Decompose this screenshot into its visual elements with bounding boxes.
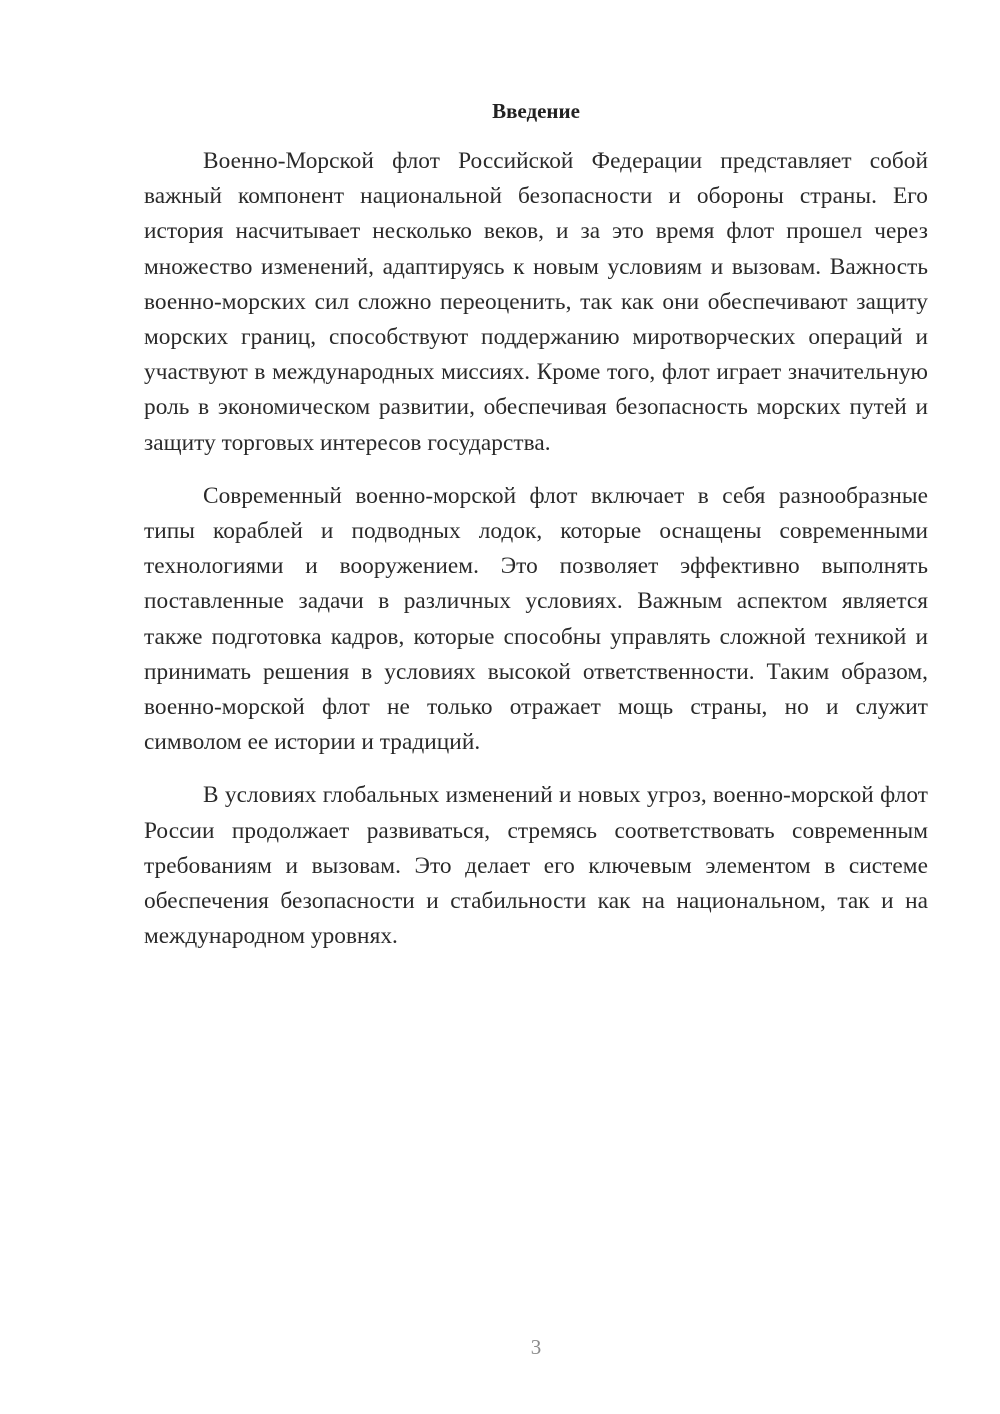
paragraph-3: В условиях глобальных изменений и новых угроз, военно-морской флот России продолжает развиваться, стремясь соответствовать современным требованиям и вызовам. Это делает его ключевым элементом в системе обеспечения безопасности и стабильности как на национальном, так и на международном уровнях. <box>144 782 928 950</box>
paragraph-1: Военно-Морской флот Российской Федерации представляет собой важный компонент национальной безопасности и обороны страны. Его история насчитывает несколько веков, и за это время флот прошел через множество изменений, адаптируясь к новым условиям и вызовам. Важность военно-морских сил сложно переоценить, так как они обеспечивают защиту морских границ, способствуют поддержанию миротворческих операций и участвуют в международных миссиях. Кроме того, флот играет значительную роль в экономическом развитии, обеспечивая безопасность морских путей и защиту торговых интересов государства. <box>144 148 928 456</box>
body-text <box>144 144 928 972</box>
page-number: 3 <box>530 1335 542 1359</box>
paragraph-2: Современный военно-морской флот включает в себя разнообразные типы кораблей и подводных лодок, которые оснащены современными технологиями и вооружением. Это позволяет эффективно выполнять поставленные задачи в различных условиях. Важным аспектом является также подготовка кадров, которые способны управлять сложной техникой и принимать решения в условиях высокой ответственности. Таким образом, военно-морской флот не только отражает мощь страны, но и служит символом ее истории и традиций. <box>144 482 928 756</box>
section-heading: Введение <box>492 99 580 123</box>
